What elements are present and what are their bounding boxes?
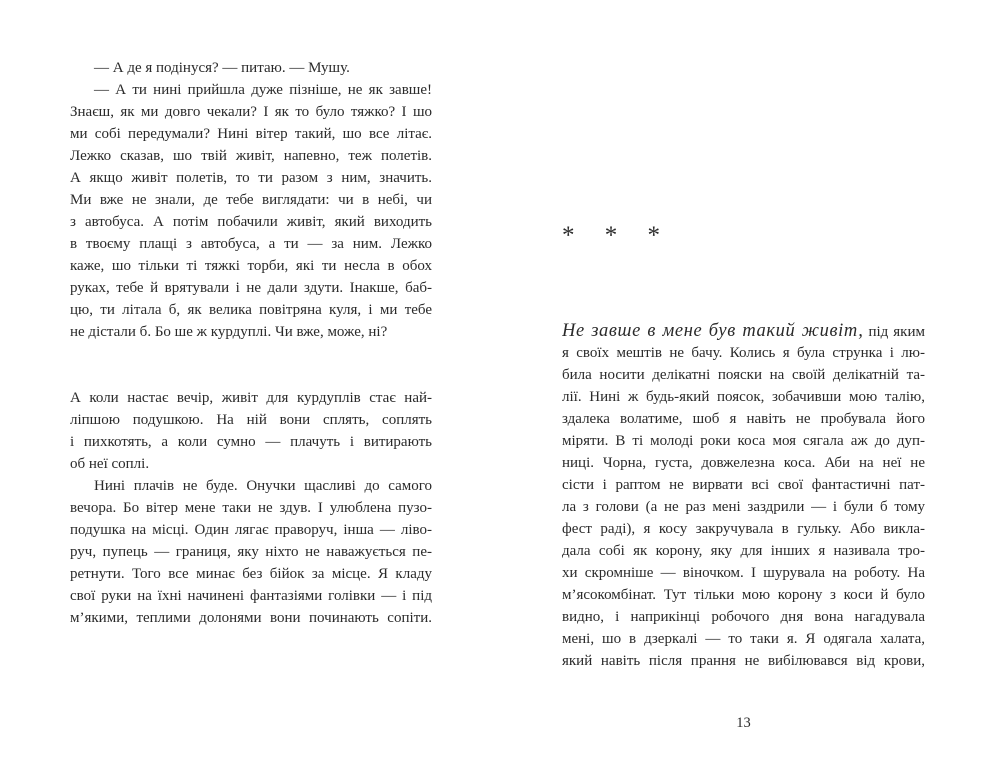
text-line: м’якими, теплими долонями вони починають сопіти. [70, 610, 432, 626]
text-line: ми собі передумали? Нині вітер такий, шо все літає. [70, 126, 432, 142]
text-line: міряти. В ті молоді роки коса моя сягала аж до дуп- [562, 433, 925, 449]
text-line: А коли настає вечір, живіт для курдуплів стає най- [70, 390, 432, 406]
text-line: Нині плачів не буде. Онучки щасливі до самого [94, 478, 432, 494]
text-line: Ми вже не знали, де тебе виглядати: чи в небі, чи [70, 192, 432, 208]
text-line: об неї соплі. [70, 456, 150, 472]
right-page-text [562, 320, 925, 672]
text-line: руч, пупець — границя, яку ніхто не наважується пе- [70, 544, 432, 560]
text-line: свої руки на їхні начинені фантазіями голівки — і під [70, 588, 432, 604]
page-number: 13 [736, 715, 751, 731]
text-line: подушка на місці. Один лягає праворуч, інша — ліво- [70, 522, 432, 538]
text-line: — А де я подінуся? — питаю. — Мушу. [94, 60, 350, 76]
text-line: била носити делікатні пояски на своїй делікатній та- [562, 367, 925, 383]
text-line: здалека волатиме, шоб я навіть не пробувала його [562, 411, 925, 427]
handwritten-opening-phrase: Не завше в мене був такий живіт, [562, 321, 864, 341]
text-line: вечора. Бо вітер мене таки не здув. І улюблена пузо- [70, 500, 432, 516]
text-line: Не завше в мене був такий живіт, під яким [562, 321, 925, 341]
text-line: цю, ти літала б, як велика повітряна куля, і ми тебе [70, 302, 432, 318]
text-line: лії. Нині ж будь-який поясок, зобачивши мою талію, [562, 389, 925, 405]
text-line: дала собі як корону, яку для інших я називала тро- [562, 543, 925, 559]
text-line: каже, шо тільки ті тяжкі торби, які ти несла в обох [70, 258, 432, 274]
text-line: ретнути. Того все минає без бійок за місце. Я кладу [70, 566, 432, 582]
text-line: ниці. Чорна, густа, довжелезна коса. Аби на неї не [562, 455, 925, 471]
text-line: фест раді), я косу закручувала в гульку. Або викла- [562, 521, 925, 537]
text-line: який навіть після прання не вибілювався від крови, [562, 653, 925, 669]
text-line: не дістали б. Бо ше ж курдуплі. Чи вже, може, ні? [70, 324, 388, 340]
right-page[interactable] [562, 224, 925, 672]
text-line: — А ти нині прийшла дуже пізніше, не як завше! [94, 82, 432, 98]
text-line: сісти і раптом не вирвати всі свої фантастичні пат- [562, 477, 925, 493]
text-line: я своїх мештів не бачу. Колись я була струнка і лю- [562, 345, 925, 361]
text-line: Знаєш, як ми довго чекали? І як то було тяжко? І шо [70, 104, 432, 120]
text-line: Лежко сказав, шо твій живіт, напевно, теж полетів. [70, 148, 432, 164]
text-line: руках, тебе й врятували і не дали здути. Інакше, баб- [70, 280, 432, 296]
text-line: А якщо живіт полетів, то ти разом з ним, значить. [70, 170, 432, 186]
text-line: ліпшою подушкою. На ній вони сплять, соплять [70, 412, 432, 428]
text-line: видно, і наприкінці робочого дня вона нагадувала [562, 609, 925, 625]
text-line: мені, шо в дзеркалі — то таки я. Я одягала халата, [562, 631, 925, 647]
text-line: в твоєму плащі з автобуса, а ти — за ним. Лежко [70, 236, 432, 252]
left-page[interactable] [70, 57, 432, 629]
text-line: з автобуса. А потім побачили живіт, який виходить [70, 214, 432, 230]
text-line: і пихкотять, а коли сумно — плачуть і витирають [70, 434, 432, 450]
text-line: хи скромніше — віночком. І шурувала на роботу. На [562, 565, 925, 581]
text-line: ла з голови (а не раз мені заздрили — і були б тому [562, 499, 925, 515]
text-line: м’ясокомбінат. Тут тільки мою корону з коси й було [562, 587, 925, 603]
section-break-asterisks: * * * [562, 222, 672, 249]
